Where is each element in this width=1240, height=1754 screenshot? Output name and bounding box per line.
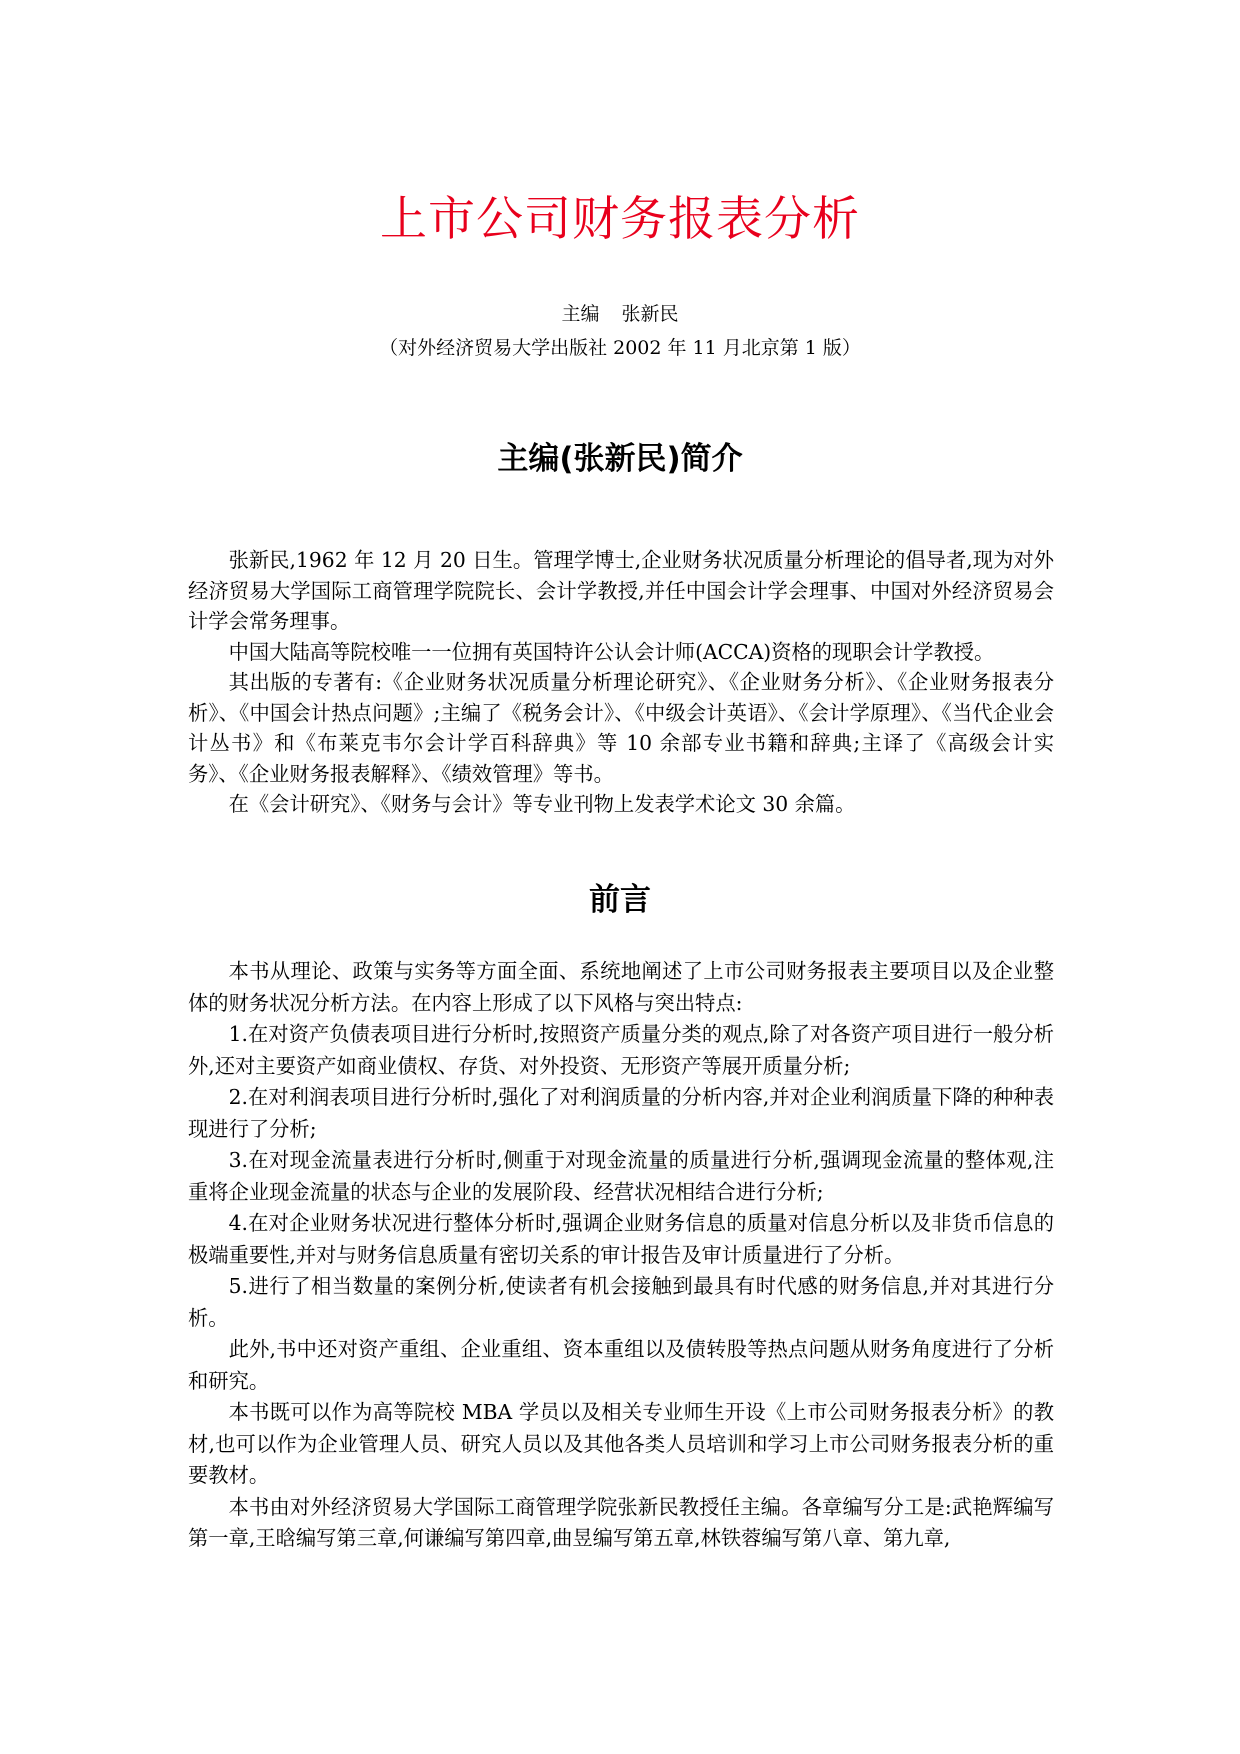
preface-section xyxy=(188,956,1054,1555)
bio-paragraph: 在《会计研究》、《财务与会计》等专业刊物上发表学术论文 30 余篇。 xyxy=(228,792,856,816)
preface-paragraph: 本书既可以作为高等院校 MBA 学员以及相关专业师生开设《上市公司财务报表分析》的教材,也可以作为企业管理人员、研究人员以及其他各类人员培训和学习上市公司财务报表分析的重要教材。 xyxy=(188,1400,1054,1487)
preface-paragraph: 3.在对现金流量表进行分析时,侧重于对现金流量的质量进行分析,强调现金流量的整体观,注重将企业现金流量的状态与企业的发展阶段、经营状况相结合进行分析; xyxy=(188,1148,1054,1204)
editor-label: 主编 xyxy=(561,303,600,325)
editor-name: 张新民 xyxy=(621,303,679,325)
document-title: 上市公司财务报表分析 xyxy=(380,192,860,247)
preface-paragraph: 2.在对利润表项目进行分析时,强化了对利润质量的分析内容,并对企业利润质量下降的种种表现进行了分析; xyxy=(188,1085,1054,1141)
bio-section xyxy=(188,545,1054,820)
publication-info: （对外经济贸易大学出版社 2002 年 11 月北京第 1 版） xyxy=(379,337,861,359)
bio-paragraph: 中国大陆高等院校唯一一位拥有英国特许公认会计师(ACCA)资格的现职会计学教授。 xyxy=(228,639,995,664)
bio-paragraph: 其出版的专著有:《企业财务状况质量分析理论研究》、《企业财务分析》、《企业财务报表分析》、《中国会计热点问题》;主编了《税务会计》、《中级会计英语》、《会计学原理》、《当代企业会计丛书》和《布莱克韦尔会计学百科辞典》等 10 余部专业书籍和辞典;主译了《高级会计实务》、《企业财务报表解释》、《绩效管理》等书。 xyxy=(188,670,1054,786)
preface-paragraph: 1.在对资产负债表项目进行分析时,按照资产质量分类的观点,除了对各资产项目进行一般分析外,还对主要资产如商业债权、存货、对外投资、无形资产等展开质量分析; xyxy=(188,1022,1054,1078)
preface-heading: 前言 xyxy=(589,882,651,918)
preface-paragraph: 此外,书中还对资产重组、企业重组、资本重组以及债转股等热点问题从财务角度进行了分析和研究。 xyxy=(188,1337,1054,1393)
bio-paragraph: 张新民,1962 年 12 月 20 日生。管理学博士,企业财务状况质量分析理论的倡导者,现为对外经济贸易大学国际工商管理学院院长、会计学教授,并任中国会计学会理事、中国对外经济贸易会计学会常务理事。 xyxy=(188,548,1054,633)
preface-paragraph: 4.在对企业财务状况进行整体分析时,强调企业财务信息的质量对信息分析以及非货币信息的极端重要性,并对与财务信息质量有密切关系的审计报告及审计质量进行了分析。 xyxy=(188,1211,1054,1267)
preface-paragraph: 本书由对外经济贸易大学国际工商管理学院张新民教授任主编。各章编写分工是:武艳辉编写第一章,王晗编写第三章,何谦编写第四章,曲昱编写第五章,林铁蓉编写第八章、第九章, xyxy=(188,1494,1054,1550)
preface-paragraph: 本书从理论、政策与实务等方面全面、系统地阐述了上市公司财务报表主要项目以及企业整体的财务状况分析方法。在内容上形成了以下风格与突出特点: xyxy=(188,959,1054,1015)
bio-heading: 主编(张新民)简介 xyxy=(497,441,743,477)
editor-line xyxy=(0,300,1240,328)
preface-paragraph: 5.进行了相当数量的案例分析,使读者有机会接触到最具有时代感的财务信息,并对其进行分析。 xyxy=(188,1274,1054,1330)
